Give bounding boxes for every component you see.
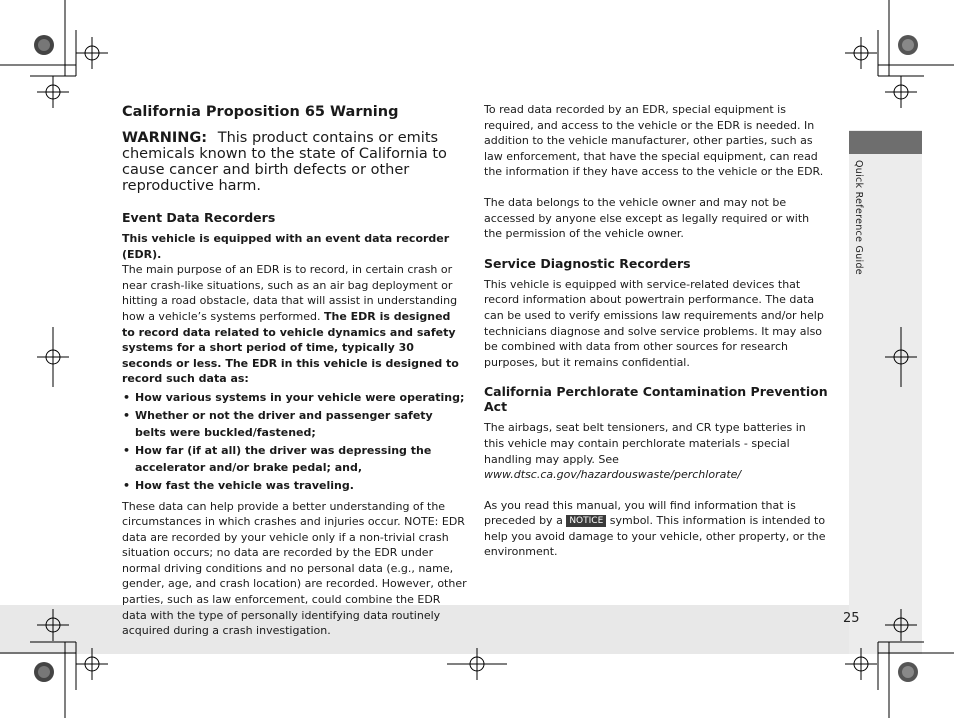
notice-paragraph <box>484 498 829 560</box>
section-side-label: Quick Reference Guide <box>853 160 864 275</box>
edr-body-text: The main purpose of an EDR is to record, in certain crash or near crash-like situations, such as an air bag deployment or hitting a road obstacle, data that will assist in understanding how a vehicle’s systems performed. <box>122 263 458 323</box>
page-number: 25 <box>843 611 860 626</box>
edr-bullet-list <box>122 389 467 495</box>
edr-closing: These data can help provide a better understanding of the circumstances in which crashes and injuries occur. NOTE: EDR data are recorded by your vehicle only if a non-trivial crash situation occurs; no data are recorded by the EDR under normal driving conditions and no personal data (e.g., name, gender, age, and crash location) are recorded. However, other parties, such as law enforcement, could combine the EDR data with the type of personally identifying data routinely acquired during a crash investigation. <box>122 499 467 638</box>
list-item: • Whether or not the driver and passenger safety belts were buckled/fastened; <box>122 407 467 442</box>
warning-label: WARNING: <box>122 130 208 146</box>
prop65-warning <box>122 130 467 194</box>
edr-intro: This vehicle is equipped with an event data recorder (EDR). <box>122 232 450 261</box>
list-item: • How various systems in your vehicle were operating; <box>122 389 467 407</box>
edr-body <box>122 262 467 387</box>
notice-text-after: symbol. This information is intended to help you avoid damage to your vehicle, other property, or the environment. <box>484 514 826 559</box>
prop65-heading: California Proposition 65 Warning <box>122 104 399 120</box>
edr-access-paragraph: To read data recorded by an EDR, special equipment is required, and access to the vehicle or the EDR is needed. In addition to the vehicle manufacturer, other parties, such as law enforcement, that have the special equipment, can read the information if they have access to the vehicle or the EDR. <box>484 103 824 179</box>
perchlorate-heading: California Perchlorate Contamination Prevention Act <box>484 384 828 415</box>
notice-badge: NOTICE <box>566 515 606 527</box>
perchlorate-text: The airbags, seat belt tensioners, and CR type batteries in this vehicle may contain perchlorate materials - special handling may apply. See <box>484 421 806 466</box>
left-column <box>122 102 467 639</box>
perchlorate-body <box>484 420 829 482</box>
data-ownership-paragraph: The data belongs to the vehicle owner and may not be accessed by anyone else except as legally required or with the permission of the vehicle owner. <box>484 195 810 241</box>
edr-body-bold: The EDR is designed to record data related to vehicle dynamics and safety systems for a short period of time, typically 30 seconds or less. The EDR in this vehicle is designed to record such data as: <box>122 309 459 386</box>
sdr-body: This vehicle is equipped with service-related devices that record information about powertrain performance. The data can be used to verify emissions law requirements and/or help technicians diagnose and solve service problems. It may also be combined with data from other sources for research purposes, but it remains confidential. <box>484 277 824 369</box>
right-column <box>484 102 829 560</box>
edr-heading: Event Data Recorders <box>122 210 276 225</box>
warning-text: This product contains or emits chemicals known to the state of California to cause cancer and birth defects or other reproductive harm. <box>122 130 447 194</box>
notice-text-before: As you read this manual, you will find information that is preceded by a <box>484 498 796 528</box>
perchlorate-link[interactable]: www.dtsc.ca.gov/hazardouswaste/perchlorate/ <box>484 468 742 482</box>
list-item: • How fast the vehicle was traveling. <box>122 477 467 495</box>
list-item: • How far (if at all) the driver was depressing the accelerator and/or brake pedal; and, <box>122 442 467 477</box>
sdr-heading: Service Diagnostic Recorders <box>484 255 691 271</box>
